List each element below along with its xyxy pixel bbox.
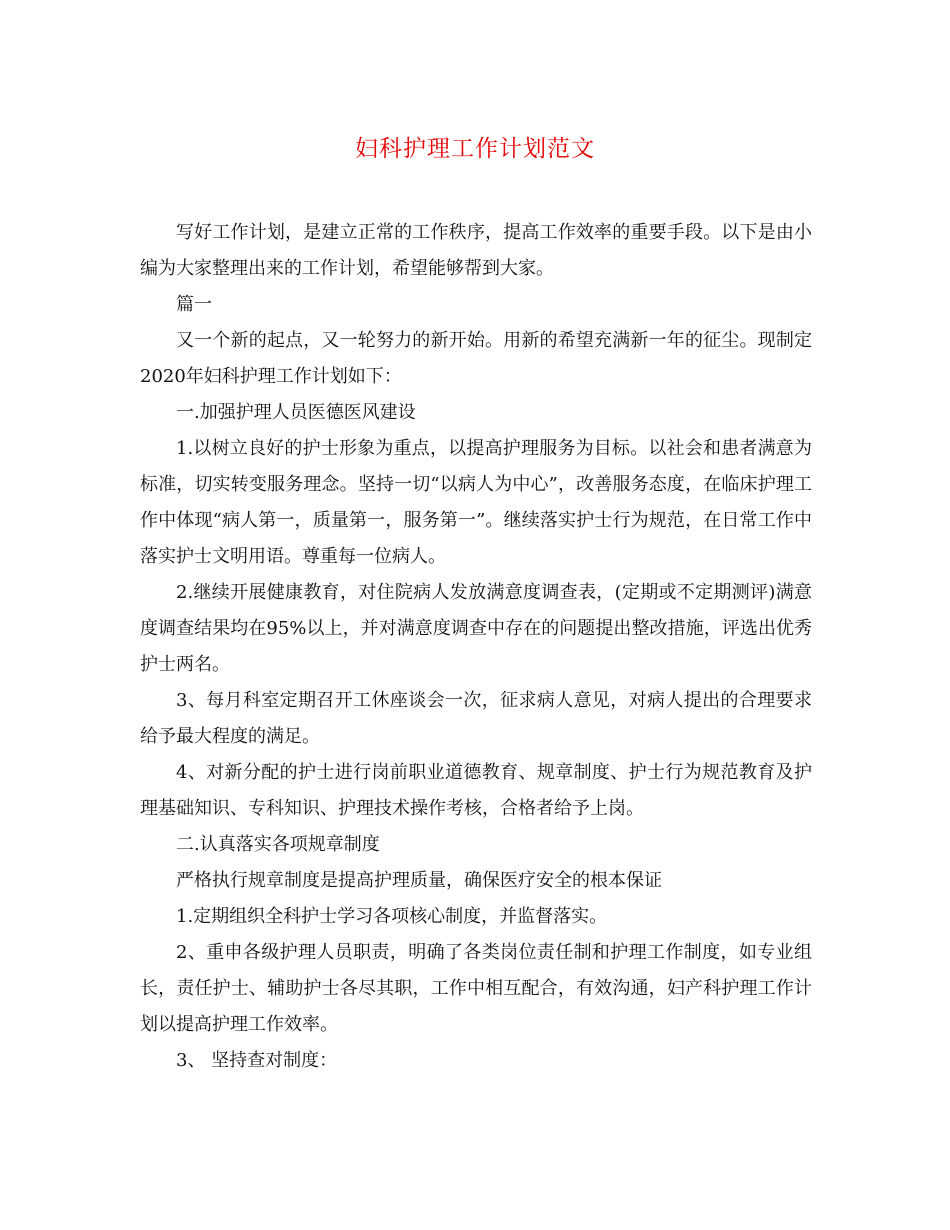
paragraph-item-1-1: 1.以树立良好的护士形象为重点，以提高护理服务为目标。以社会和患者满意为标准，切实转变服务理念。坚持一切“以病人为中心”，改善服务态度，在临床护理工作中体现“病人第一，质量第一，服务第一”。继续落实护士行为规范，在日常工作中落实护士文明用语。尊重每一位病人。 (140, 438, 812, 567)
document-body (140, 215, 812, 1079)
paragraph-item-2-1: 1.定期组织全科护士学习各项核心制度，并监督落实。 (176, 906, 608, 927)
heading-section-two: 二.认真落实各项规章制度 (176, 834, 380, 855)
heading-section-one: 一.加强护理人员医德医风建设 (176, 402, 416, 423)
paragraph-item-1-4: 4、对新分配的护士进行岗前职业道德教育、规章制度、护士行为规范教育及护理基础知识、专科知识、护理技术操作考核，合格者给予上岗。 (140, 762, 812, 819)
paragraph-part-one: 篇一 (176, 294, 212, 315)
paragraph-intro: 写好工作计划，是建立正常的工作秩序，提高工作效率的重要手段。以下是由小编为大家整理出来的工作计划，希望能够帮到大家。 (140, 222, 812, 279)
paragraph-item-2-2: 2、重申各级护理人员职责，明确了各类岗位责任制和护理工作制度，如专业组长，责任护士、辅助护士各尽其职，工作中相互配合，有效沟通，妇产科护理工作计划以提高护理工作效率。 (140, 942, 812, 1035)
paragraph-item-1-2: 2.继续开展健康教育，对住院病人发放满意度调查表，(定期或不定期测评)满意度调查结果均在95%以上，并对满意度调查中存在的问题提出整改措施，评选出优秀护士两名。 (140, 582, 812, 675)
paragraph-opening: 又一个新的起点，又一轮努力的新开始。用新的希望充满新一年的征尘。现制定2020年妇科护理工作计划如下： (140, 330, 812, 387)
paragraph-section-two-lead: 严格执行规章制度是提高护理质量，确保医疗安全的根本保证 (176, 870, 662, 891)
paragraph-item-1-3: 3、每月科室定期召开工休座谈会一次，征求病人意见，对病人提出的合理要求给予最大程度的满足。 (140, 690, 812, 747)
paragraph-item-2-3: 3、 坚持查对制度： (176, 1050, 338, 1071)
document-title: 妇科护理工作计划范文 (355, 136, 595, 162)
